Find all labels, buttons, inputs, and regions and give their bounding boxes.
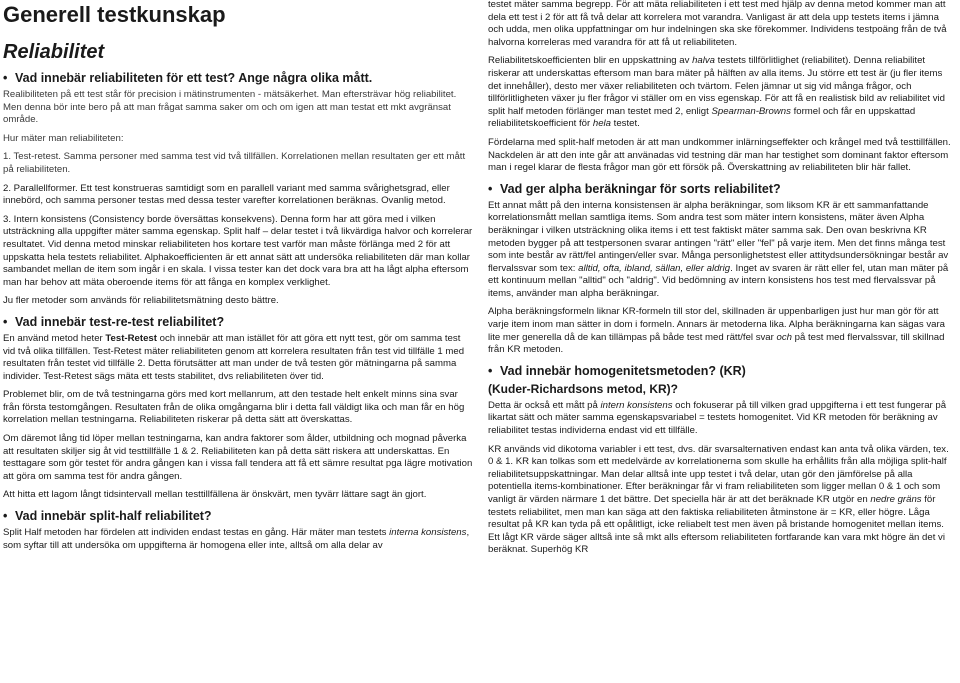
text-span: Alpha beräkningsformeln liknar KR-formeln till stor del, skillnaden är uppenbarligen just hur man gör för att varje item inom man sätter in dom i formeln. Annars är metoderna lika. Alpha beräkningarna kan sägas vara lite mer generella då de kan tillämpas på både test med rätt/fel svar: [488, 306, 945, 343]
text-span: för testets reliabilitet, men man kan säga att den faktiska reliabiliteten åtminstone är = KR, eller högre. Låga resultat på KR kan tyda på ett opålitligt, icke reliabelt test men även på bristande homogenitet mellan items. Ett lågt KR värde säger alltså inte så mkt alls eftersom reliabiliteten fortfarande kan vara mkt högre än det vi beräknat. Superhög KR: [488, 494, 945, 556]
question-reliability: [3, 70, 473, 86]
page-title: Generell testkunskap: [3, 2, 226, 27]
question-text: Vad innebär test-re-test reliabilitet?: [15, 314, 225, 329]
question-alpha: [488, 181, 956, 197]
question-text: Vad ger alpha beräkningar för sorts reliabilitet?: [500, 181, 781, 196]
paragraph: Ju fler metoder som används för reliabilitetsmätning desto bättre.: [3, 295, 279, 307]
text-span-italic: hela: [592, 118, 612, 130]
text-span: på test med flervalssvar, till skillnad från KR metoden.: [488, 331, 945, 356]
text-span: Reliabilitetskoefficienten blir en uppskattning av: [488, 55, 693, 67]
text-span-italic: nedre gräns: [870, 494, 922, 505]
paragraph: Fördelarna med split-half metoden är att man undkommer inlärningseffekter och krångel med två testtillfällen. Nackdelen är att den inte går att använadas vid testning där man har testighet som dominant faktor eftersom man i regel klarar de flesta frågor man gör ett försök på. Överskattning av reliabiliteten blir här fallet.: [488, 136, 951, 174]
text-span: testets tillförlitlighet (reliabilitet). Denna reliabilitet riskerar att underskattas eftersom man bara mäter på hälften av alla items. Ju större ett test är (ju fler items det innehåller), desto mer växer reliabiliteten och tvärtom. Felen jämnar ut sig vid många frågor, och tillförlitligheten växer ju fler frågor vi ställer om en viss egenskap. För att få en realistisk bild av reliabilitet vid split half metoden förlänger man testet med 2, enligt: [488, 55, 945, 117]
paragraph: [488, 444, 956, 557]
text-span: Ett annat mått på den interna konsistensen är alpha beräkningar, som liksom KR är ett sammanfattande korrelationsmått mellan samtliga items. Som andra test som mäter intern konsistens, mäter även Alpha beräkningar i vilken utsträckning olika items i ett test faktiskt mäter samma sak. Den ovan beskrivna KR metoden bygger på att testpersonen svarar antingen "rätt" eller "fel" på varje item. Men det finns många test som inte består av rätt/fel antingen/eller svar. Många personlighetstest eller attitydsundersökningar består av flervalssvar som tex:: [488, 199, 949, 274]
text-span: Detta är också ett mått på: [488, 399, 601, 411]
bullet-icon: •: [488, 181, 493, 196]
text-span-italic: Spearman-Browns: [711, 105, 791, 117]
question-text: Vad innebär homogenitetsmetoden? (KR): [500, 363, 746, 378]
paragraph: 1. Test-retest. Samma personer med samma test vid två tillfällen. Korrelationen mellan resultaten ger ett mått på reliabiliteten.: [3, 151, 466, 175]
text-span: testet.: [611, 118, 640, 130]
paragraph: Om däremot lång tid löper mellan testningarna, kan andra faktorer som ålder, utbildning och mognad påverka att resultaten skiljer sig åt vid testtillfälle 1 & 2. Reliabiliteten kan på detta sätt riskera att underskattas. En testtagare som gör testet för andra gången kan i vissa fall tendera att få ett sämre resultat pga lägre motivation att göra om samma test för andra gången.: [3, 433, 473, 482]
text-span-italic: interna konsistens: [389, 527, 467, 539]
paragraph: [3, 333, 473, 383]
paragraph: 2. Parallellformer. Ett test konstrueras samtidigt som en parallell variant med samma svårighetsgrad, eller innebörd, och samma personer testas med dessa tester varefter korrelationen beräknas. Ovanlig metod.: [3, 182, 450, 207]
text-span: En använd metod heter: [3, 332, 106, 344]
text-span: , som syftar till att undersöka om uppgifterna är homogena eller inte, alltså om alla delar av: [3, 527, 470, 551]
text-span: Split Half metoden har fördelen att individen endast testas en gång. Här mäter man testets: [3, 527, 390, 539]
question-test-retest: [3, 314, 473, 330]
paragraph: [488, 200, 956, 301]
text-span: och innebär att man istället för att göra ett nytt test, gör om samma test vid två olika tillfällen. Test-Retest mäter reliabiliteten genom att korrelera resultaten från test vid tillfälle 1 med resultaten från testet vid tillfälle 2. Detta förutsätter att man under de två testen gör mätningarna på samma individer. Test-Retest sägs mäta ett tests stabilitet, dvs reliabiliteten över tid.: [3, 332, 465, 382]
text-span-bold: Test-Retest: [105, 332, 157, 344]
paragraph: Realibiliteten på ett test står för precision i mätinstrumenten - mätsäkerhet. Man eftersträvar hög reliabilitet. Men denna bör inte bero på att man frågat samma saker om och om igen att man testat ett mkt avgränsat område.: [3, 89, 457, 126]
text-span-italic: intern konsistens: [600, 399, 673, 411]
paragraph: [488, 400, 956, 438]
subheading: (Kuder-Richardsons metod, KR)?: [488, 381, 679, 396]
section-title: Reliabilitet: [3, 41, 105, 63]
paragraph: [488, 306, 956, 356]
bullet-icon: •: [3, 71, 8, 85]
question-homogeneity: [488, 363, 956, 379]
text-span-italic: och: [776, 331, 792, 343]
text-span-italic: alltid, ofta, ibland, sällan, eller aldrig: [578, 262, 731, 274]
text-span: formel och får en uppskattad reliabilitetskoefficient för: [488, 105, 916, 130]
question-text: Vad innebär split-half reliabilitet?: [15, 509, 212, 524]
paragraph: [488, 55, 956, 131]
text-span: och fokuserar på till vilken grad uppgifterna i ett test fungerar på likartat sätt och mäter samma egenskapsvariabel = testets homogenitet. Vid KR metoden för beräkning av reliabilitet testas individerna endast vid ett tillfälle.: [488, 399, 947, 437]
left-column: [3, 0, 473, 558]
paragraph: [3, 527, 473, 552]
text-span: KR används vid dikotoma variabler i ett test, dvs. där svarsalternativen endast kan anta två olika värden, tex. 0 & 1. KR kan tolkas som ett medelvärde av korrelationerna som skulle ha erhållits från alla möjliga split-half reliabilitetsuppskattningar. Man delar alltså inte upp testet i två delar, utan gör den jämförelse på alla potentiella items-kombinationer. Efter beräkningar får vi fram reliabiliteten som ligger mellan 0 & 1 och som vanligt är värden närmare 1 det bättre. Det speciella här är att det beräknade KR utgör en: [488, 443, 949, 505]
text-span-italic: halva: [692, 55, 716, 67]
bullet-icon: •: [3, 509, 8, 524]
question-split-half: [3, 508, 473, 524]
text-span: . Inget av svaren är rätt eller fel, utan man mäter på ett kontinuum mellan "alltid" och "aldrig". Vid bedömning av intern konsistens hos test med flervalssvar på items, använder man alpha beräkningar.: [488, 262, 949, 299]
right-column: [488, 0, 956, 563]
paragraph: Att hitta ett lagom långt tidsintervall mellan testtillfällena är önskvärt, men tyvärr lättare sagt än gjort.: [3, 489, 427, 501]
question-text: Vad innebär reliabiliteten för ett test? Ange några olika mått.: [15, 71, 373, 85]
paragraph: Problemet blir, om de två testningarna görs med kort mellanrum, att den testade helt enkelt minns sina svar från första testomgången. Resultaten från de olika omgångarna blir i detta fall väldigt lika och man får en hög korrelation mellan testningarna. Reliabiliteten riskerar på detta sätt att överskattas.: [3, 389, 465, 426]
paragraph: 3. Intern konsistens (Consistency borde översättas konsekvens). Denna form har att göra med i vilken utsträckning alla uppgifter mäter samma egenskap. Split half – delar testet i två likvärdiga halvor och korrelerar resultatet. Vid denna metod minskar reliabiliteten hos kortare test varför man måste förlänga med 2 för att uppskatta hela testets reliabilitet. Alphakoefficienten är ett annat sätt att undersöka reliabiliteten där man kollar sambandet mellan de item som ingår i en skala. I vissa tester kan det dock vara bra att ha lågt alpha eftersom man har behov att mäta oberoende items för att fånga en komplex verklighet.: [3, 213, 473, 288]
bullet-icon: •: [3, 314, 8, 329]
bullet-icon: •: [488, 363, 493, 378]
paragraph: testet mäter samma begrepp. För att mäta reliabiliteten i ett test med hjälp av denna metod kommer man att dela ett test i 2 för att få två delar att korrelera mot varandra. Vanligast är att dela upp testets items i jämna och udda, men olika uppfattningar om hur indelningen ska ske förekommer. Individens testpoäng från de två halvorna korreleras med varandra för att få ut reliabiliteten.: [488, 0, 947, 48]
paragraph: Hur mäter man reliabiliteten:: [3, 132, 124, 144]
